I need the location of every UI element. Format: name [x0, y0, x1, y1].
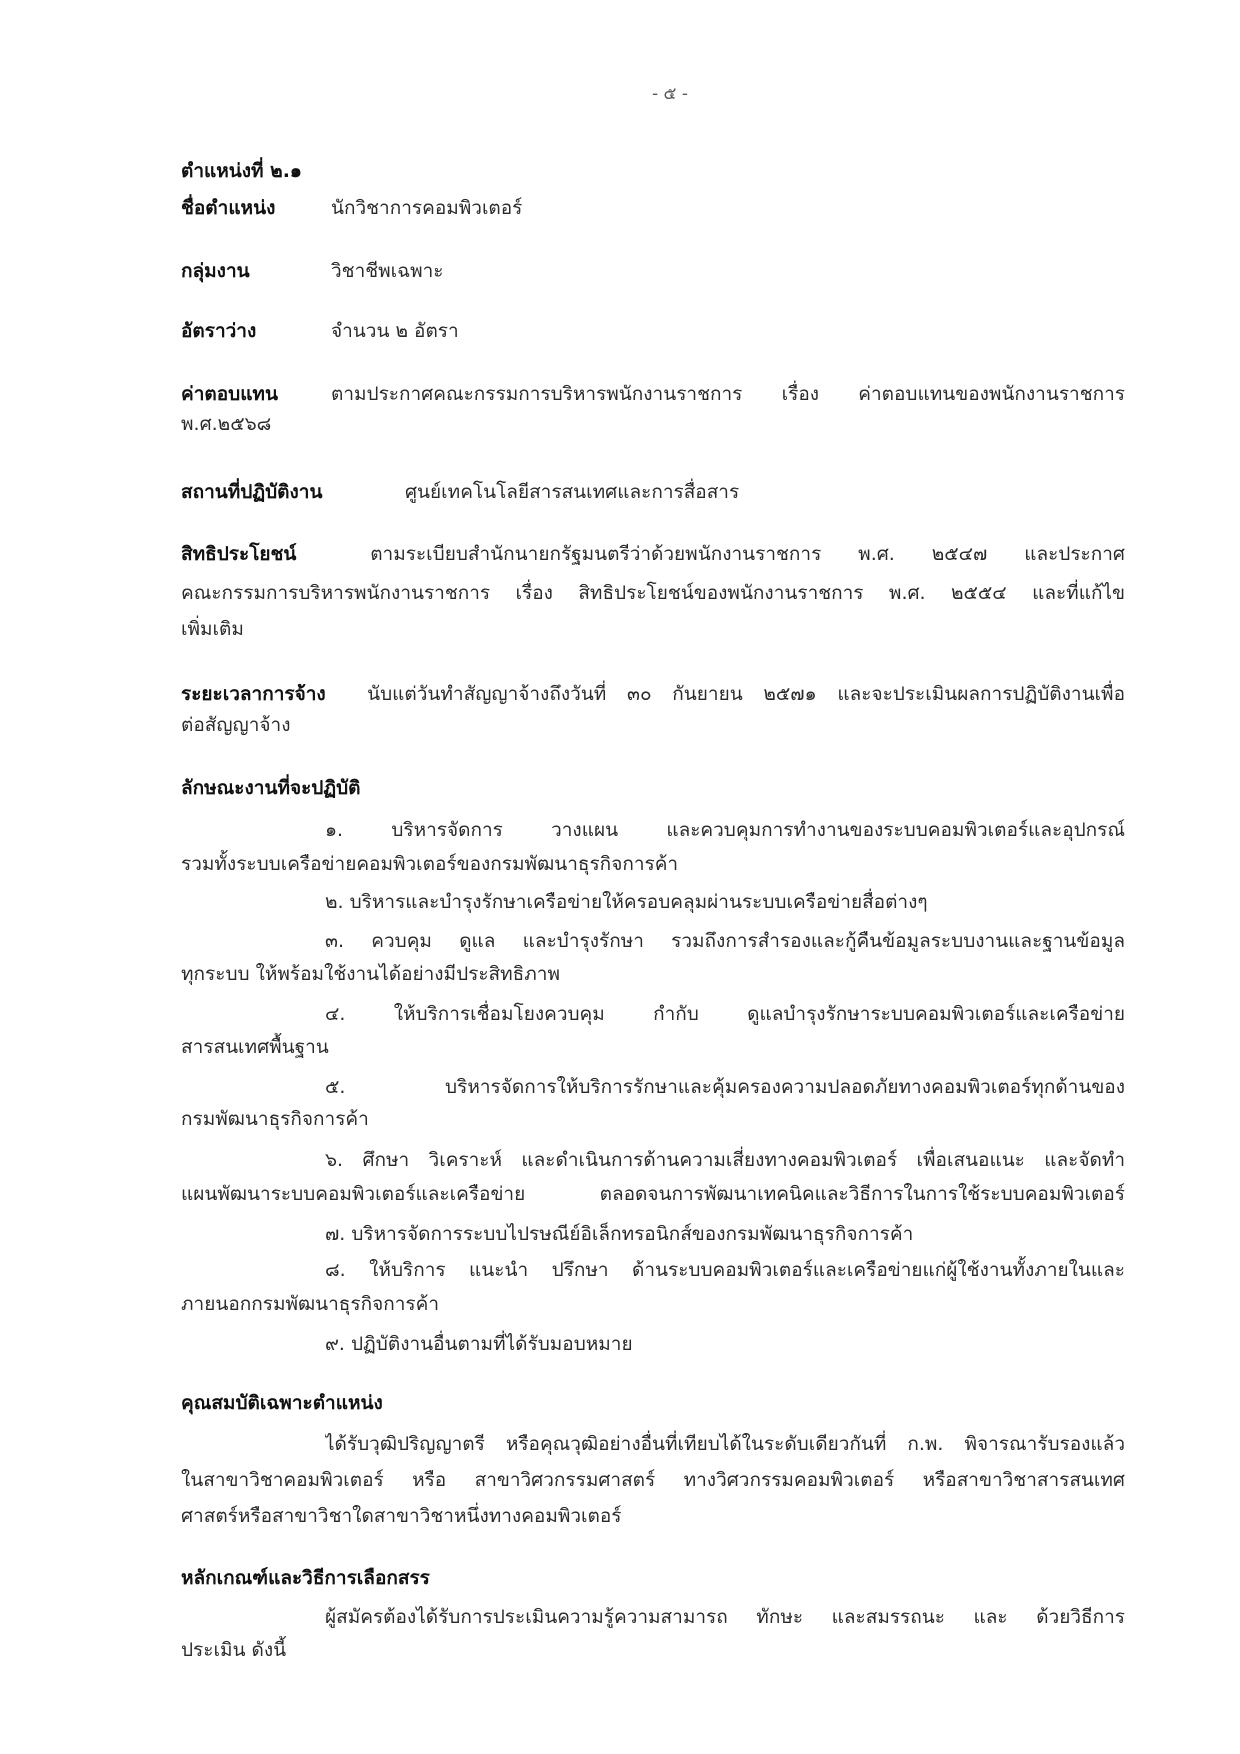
duties-heading: ลักษณะงานที่จะปฏิบัติ	[181, 777, 361, 799]
title-label: ชื่อตำแหน่ง	[181, 197, 276, 219]
benefit-label: สิทธิประโยชน์	[181, 543, 297, 565]
pay-value-line: ตามประกาศคณะกรรมการบริหารพนักงานราชการ เรื่อง ค่าตอบแทนของพนักงานราชการ	[331, 383, 1125, 405]
duty-line: ๘. ให้บริการ แนะนำ ปรึกษา ด้านระบบคอมพิวเตอร์และเครือข่ายแก่ผู้ใช้งานทั้งภายในและ	[325, 1259, 1125, 1281]
duty-line: สารสนเทศพื้นฐาน	[181, 1036, 329, 1058]
duty-line: กรมพัฒนาธุรกิจการค้า	[181, 1108, 369, 1130]
place-value: ศูนย์เทคโนโลยีสารสนเทศและการสื่อสาร	[405, 481, 740, 503]
duty-line: ๙. ปฏิบัติงานอื่นตามที่ได้รับมอบหมาย	[325, 1333, 633, 1355]
pay-value-line: พ.ศ.๒๕๖๘	[181, 413, 272, 435]
group-label: กลุ่มงาน	[181, 260, 250, 282]
qualification-line: ในสาขาวิชาคอมพิวเตอร์ หรือ สาขาวิศวกรรมศาสตร์ ทางวิศวกรรมคอมพิวเตอร์ หรือสาขาวิชาสารสนเทศ	[181, 1469, 1125, 1491]
place-label: สถานที่ปฏิบัติงาน	[181, 481, 323, 503]
duty-line: ๖. ศึกษา วิเคราะห์ และดำเนินการด้านความเสี่ยงทางคอมพิวเตอร์ เพื่อเสนอแนะ และจัดทำ	[325, 1149, 1125, 1171]
vacancy-value: จำนวน ๒ อัตรา	[331, 320, 459, 342]
benefit-text: ตามระเบียบสำนักนายกรัฐมนตรีว่าด้วยพนักงานราชการ พ.ศ. ๒๕๔๗ และประกาศ	[370, 543, 1125, 565]
term-line: ต่อสัญญาจ้าง	[181, 714, 291, 736]
selection-line: ประเมิน ดังนี้	[181, 1639, 287, 1661]
duty-line: ภายนอกกรมพัฒนาธุรกิจการค้า	[181, 1293, 440, 1315]
qualification-line: ศาสตร์หรือสาขาวิชาใดสาขาวิชาหนึ่งทางคอมพิวเตอร์	[181, 1505, 622, 1527]
selection-line: ผู้สมัครต้องได้รับการประเมินความรู้ความสามารถ ทักษะ และสมรรถนะ และ ด้วยวิธีการ	[325, 1606, 1125, 1628]
term-line	[181, 676, 1125, 712]
duty-line: รวมทั้งระบบเครือข่ายคอมพิวเตอร์ของกรมพัฒนาธุรกิจการค้า	[181, 853, 679, 875]
duty-line: แผนพัฒนาระบบคอมพิวเตอร์และเครือข่าย ตลอดจนการพัฒนาเทคนิคและวิธีการในการใช้ระบบคอมพิวเตอร์	[181, 1183, 1125, 1205]
benefit-line: เพิ่มเติม	[181, 618, 244, 640]
selection-heading: หลักเกณฑ์และวิธีการเลือกสรร	[181, 1567, 430, 1589]
vacancy-label: อัตราว่าง	[181, 320, 257, 342]
position-number: ตำแหน่งที่ ๒.๑	[181, 160, 302, 182]
term-label: ระยะเวลาการจ้าง	[181, 683, 326, 705]
duty-line: ๔. ให้บริการเชื่อมโยงควบคุม กำกับ ดูแลบำรุงรักษาระบบคอมพิวเตอร์และเครือข่าย	[325, 1003, 1125, 1025]
duty-line: ๓. ควบคุม ดูแล และบำรุงรักษา รวมถึงการสำรองและกู้คืนข้อมูลระบบงานและฐานข้อมูล	[325, 930, 1125, 952]
duty-line: ๒. บริหารและบำรุงรักษาเครือข่ายให้ครอบคลุมผ่านระบบเครือข่ายสื่อต่างๆ	[325, 891, 928, 913]
qualification-line: ได้รับวุฒิปริญญาตรี หรือคุณวุฒิอย่างอื่นที่เทียบได้ในระดับเดียวกันที่ ก.พ. พิจารณารับรองแล้ว	[325, 1433, 1125, 1455]
term-text: นับแต่วันทำสัญญาจ้างถึงวันที่ ๓๐ กันยายน ๒๕๗๑ และจะประเมินผลการปฏิบัติงานเพื่อ	[367, 683, 1125, 705]
page-number: - ๕ -	[652, 84, 688, 104]
duty-line: ๑. บริหารจัดการ วางแผน และควบคุมการทำงานของระบบคอมพิวเตอร์และอุปกรณ์	[325, 819, 1125, 841]
pay-label: ค่าตอบแทน	[181, 383, 278, 405]
duty-line: ทุกระบบ ให้พร้อมใช้งานได้อย่างมีประสิทธิภาพ	[181, 963, 560, 985]
duty-line: ๗. บริหารจัดการระบบไปรษณีย์อิเล็กทรอนิกส์ของกรมพัฒนาธุรกิจการค้า	[325, 1223, 914, 1245]
qualifications-heading: คุณสมบัติเฉพาะตำแหน่ง	[181, 1392, 383, 1414]
duty-line: ๕. บริหารจัดการให้บริการรักษาและคุ้มครองความปลอดภัยทางคอมพิวเตอร์ทุกด้านของ	[325, 1076, 1125, 1098]
group-value: วิชาชีพเฉพาะ	[331, 260, 444, 282]
benefit-line: คณะกรรมการบริหารพนักงานราชการ เรื่อง สิทธิประโยชน์ของพนักงานราชการ พ.ศ. ๒๕๕๔ และที่แก้ไข	[181, 582, 1125, 604]
title-value: นักวิชาการคอมพิวเตอร์	[331, 197, 523, 219]
benefit-line	[181, 536, 1125, 572]
